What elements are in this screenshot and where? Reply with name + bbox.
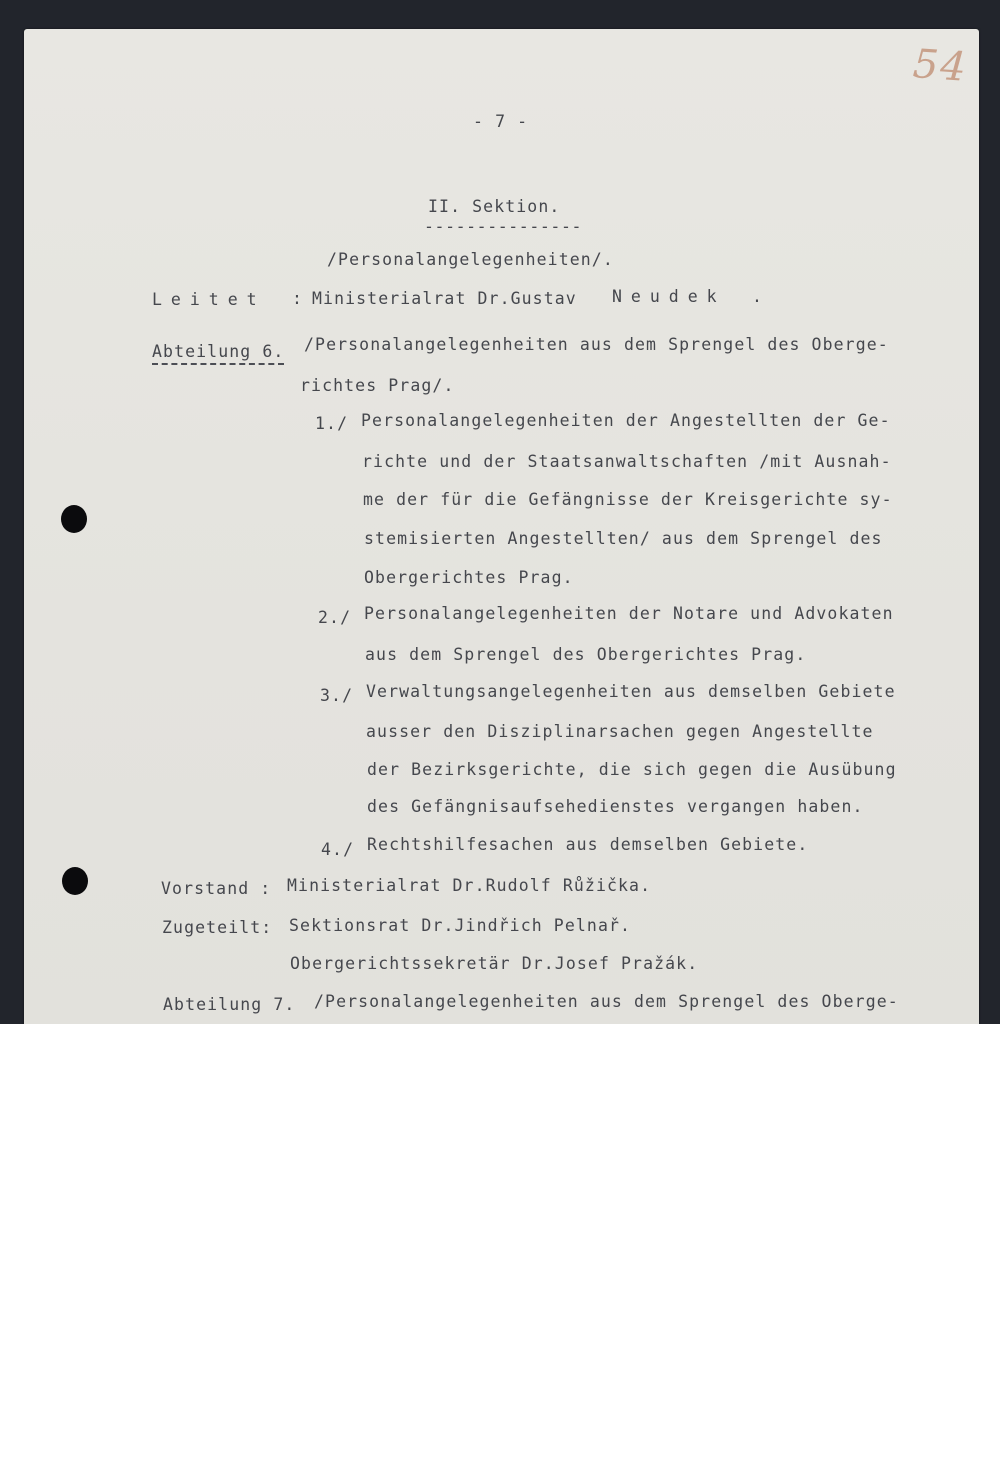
paper-sheet bbox=[24, 29, 979, 1024]
section-subject: /Personalangelegenheiten/. bbox=[327, 250, 614, 269]
handwritten-folio-number: 54 bbox=[911, 41, 970, 91]
punch-hole bbox=[62, 867, 88, 895]
head-title: Ministerialrat Dr.Gustav bbox=[312, 289, 577, 308]
head-end: . bbox=[752, 287, 764, 306]
zugeteilt-value: Obergerichtssekretär Dr.Josef Pražák. bbox=[290, 954, 699, 973]
dept7-label: Abteilung 7. bbox=[163, 995, 296, 1014]
item-line: Personalangelegenheiten der Notare und Advokaten bbox=[364, 604, 894, 623]
item-line: Obergerichtes Prag. bbox=[364, 568, 574, 587]
item-line: der Bezirksgerichte, die sich gegen die Ausübung bbox=[367, 760, 897, 779]
section-title-rule: --------------- bbox=[424, 217, 583, 236]
dept6-desc-line1: /Personalangelegenheiten aus dem Sprengel des Oberge- bbox=[304, 335, 889, 354]
item-line: Personalangelegenheiten der Angestellten der Ge- bbox=[361, 411, 891, 430]
item-number: 4./ bbox=[321, 840, 355, 859]
item-number: 2./ bbox=[318, 608, 352, 627]
item-line: richte und der Staatsanwaltschaften /mit Ausnah- bbox=[362, 452, 892, 471]
vorstand-value: Ministerialrat Dr.Rudolf Růžička. bbox=[287, 876, 652, 895]
item-line: des Gefängnisaufsehedienstes vergangen haben. bbox=[367, 797, 864, 816]
punch-hole bbox=[61, 505, 87, 533]
page-marker: - 7 - bbox=[473, 112, 529, 131]
item-line: aus dem Sprengel des Obergerichtes Prag. bbox=[365, 645, 807, 664]
dept7-desc-line1: /Personalangelegenheiten aus dem Sprengel des Oberge- bbox=[314, 992, 899, 1011]
item-number: 3./ bbox=[320, 686, 354, 705]
zugeteilt-label: Zugeteilt: bbox=[162, 918, 273, 937]
item-line: me der für die Gefängnisse der Kreisgerichte sy- bbox=[363, 490, 893, 509]
head-label: Leitet bbox=[152, 290, 266, 309]
item-line: Verwaltungsangelegenheiten aus demselben Gebiete bbox=[366, 682, 896, 701]
item-line: Rechtshilfesachen aus demselben Gebiete. bbox=[367, 835, 809, 854]
vorstand-label: Vorstand : bbox=[161, 879, 272, 898]
item-line: stemisierten Angestellten/ aus dem Sprengel des bbox=[364, 529, 883, 548]
head-separator: : bbox=[292, 289, 304, 308]
head-surname: Neudek bbox=[612, 287, 726, 306]
section-title: II. Sektion. bbox=[428, 197, 561, 216]
dept6-label: Abteilung 6. bbox=[152, 342, 284, 365]
zugeteilt-value: Sektionsrat Dr.Jindřich Pelnař. bbox=[289, 916, 632, 935]
dept6-desc-line2: richtes Prag/. bbox=[300, 376, 455, 395]
item-number: 1./ bbox=[315, 414, 349, 433]
item-line: ausser den Disziplinarsachen gegen Angestellte bbox=[366, 722, 874, 741]
